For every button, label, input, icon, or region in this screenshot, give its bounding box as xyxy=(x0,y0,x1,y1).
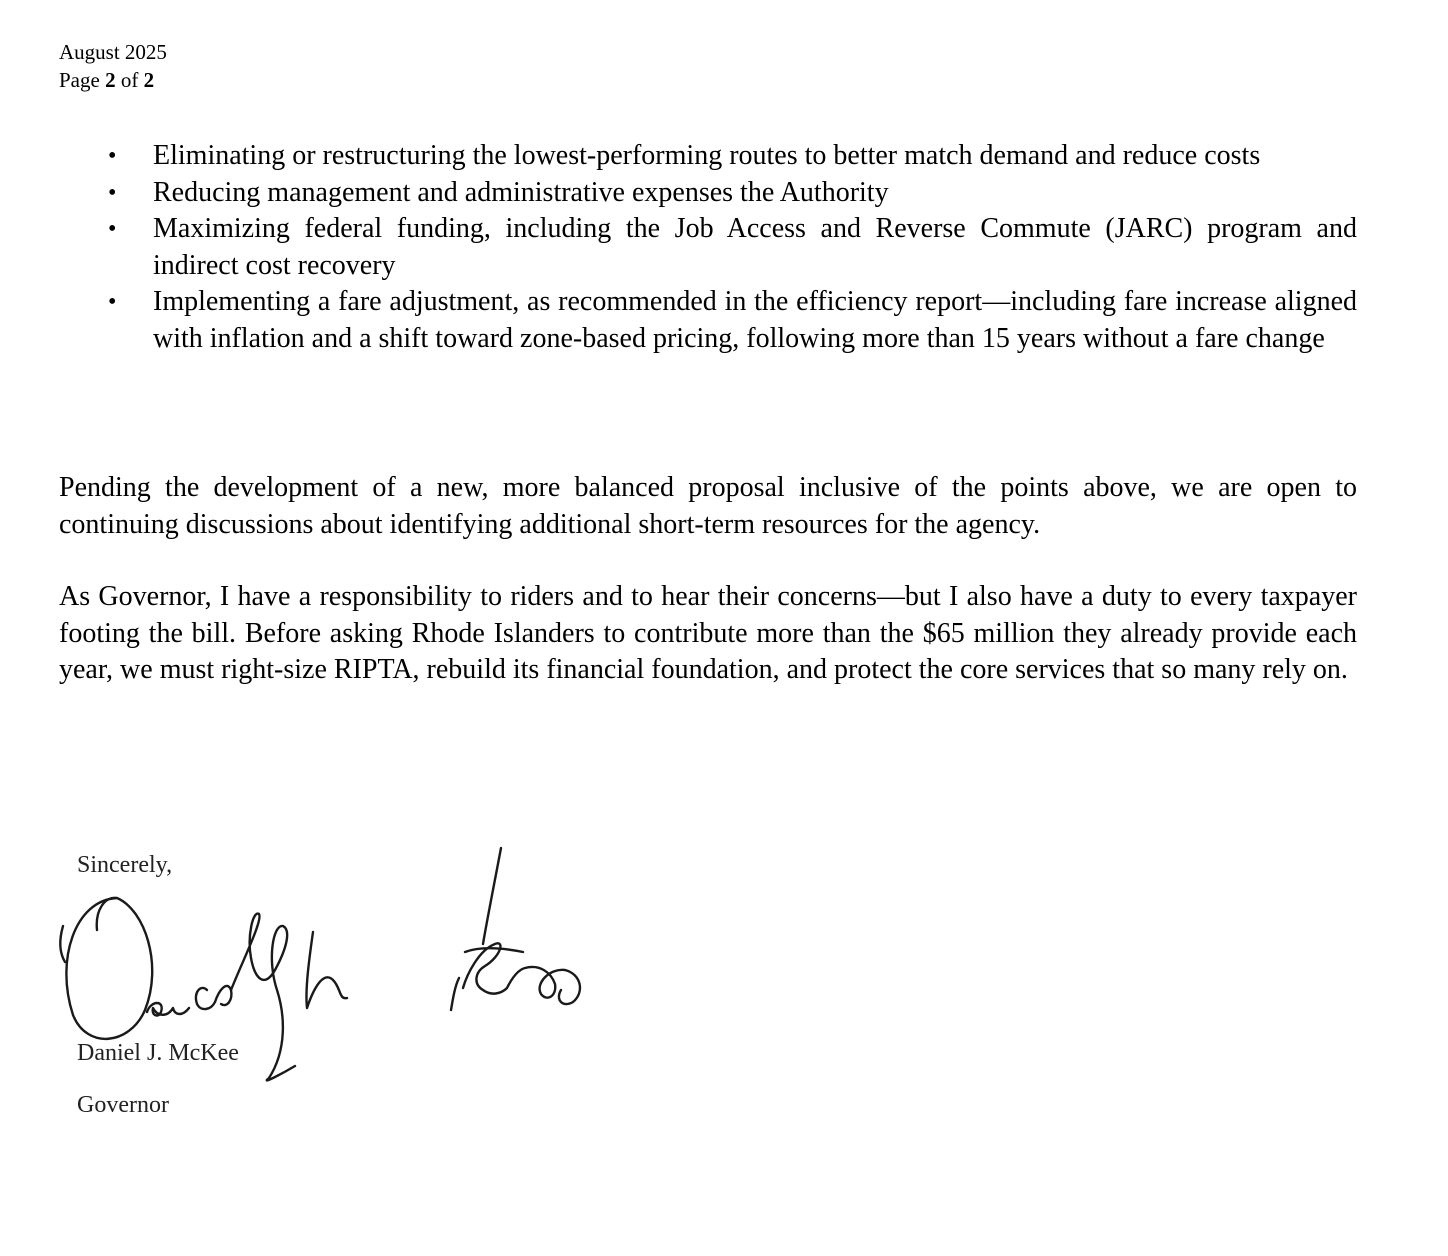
bullet-text: Implementing a fare adjustment, as recommended in the efficiency report—including fare increase aligned with inflation and a shift toward zone-based pricing, following more than 15 years without a fare change xyxy=(153,286,1357,354)
list-item xyxy=(59,211,1357,284)
bullet-text: Eliminating or restructuring the lowest-performing routes to better match demand and reduce costs xyxy=(153,140,1261,171)
bullet-icon: • xyxy=(108,143,117,169)
bullet-icon: • xyxy=(108,216,117,242)
bullet-icon: • xyxy=(108,179,117,206)
page-total: 2 xyxy=(143,68,155,92)
bullet-text: Maximizing federal funding, including the Job Access and Reverse Commute (JARC) program and indirect cost recovery xyxy=(153,213,1357,281)
bullet-list xyxy=(59,138,1357,357)
signer-name: Daniel J. McKee xyxy=(77,1040,239,1066)
signer-title: Governor xyxy=(77,1092,169,1118)
list-item xyxy=(59,175,1357,212)
page-current: 2 xyxy=(105,68,116,92)
page-header xyxy=(59,38,167,94)
bullet-text: Reducing management and administrative expenses the Authority xyxy=(153,176,889,208)
list-item xyxy=(59,284,1357,357)
page-of-word: of xyxy=(120,68,139,92)
list-item xyxy=(59,138,1357,175)
letter-date: August 2025 xyxy=(59,40,167,64)
paragraph-governor-statement: As Governor, I have a responsibility to riders and to hear their concerns—but I also have a duty to every taxpayer footing the bill. Before asking Rhode Islanders to contribute more than the $65 million they already provide each year, we must right-size RIPTA, rebuild its financial foundation, and protect the core services that so many rely on. xyxy=(59,581,1357,685)
bullet-icon: • xyxy=(108,289,117,315)
page-word: Page xyxy=(59,68,100,92)
page-number xyxy=(59,66,167,94)
paragraph-pending-proposal: Pending the development of a new, more balanced proposal inclusive of the points above, we are open to continuing discussions about identifying additional short-term resources for the agency. xyxy=(59,472,1357,540)
closing-salutation: Sincerely, xyxy=(77,852,173,878)
